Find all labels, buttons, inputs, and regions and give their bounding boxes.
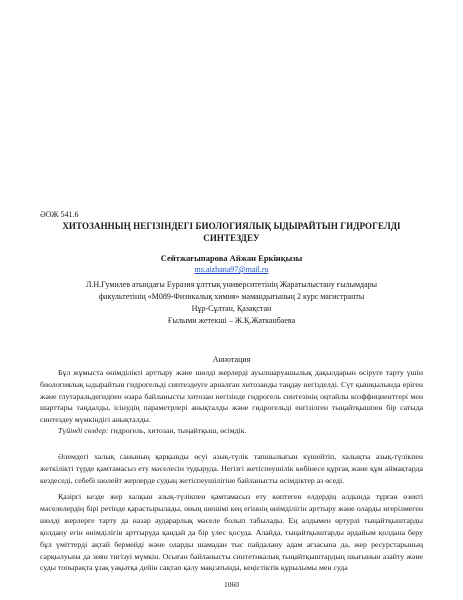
udc-code: ӘОЖ 541.6 bbox=[40, 210, 79, 219]
affiliation-line-3: Нұр-Сұлтан, Қазақстан bbox=[191, 304, 272, 313]
abstract-text: Бұл жұмыста өнімділікті арттыру және шөлді жерлерді ауылшаруашылық дақылдарын өсіруге тарту үшін биологиялық ыдырайтын гидрогельді синтездеуге арналған хитозанды таңдау негізделді. Сүт қышқылында еріген және глутаральдегидпен өзара байланысты хитозан негізінде гидрогель синтезінің оңтайлы коэффициенттері мен шарттары таңдалды, ісінудің параметрлері анықталды және гидрогельді енгізілген тыңайтқышпен бір сатыда синтездеу мүмкіндігі анықталды. bbox=[40, 368, 423, 425]
affiliation-line-2: факультетінің «М089-Физикалық химия» мамандығының 2 курс магистранты bbox=[98, 292, 365, 301]
affiliation-line-1: Л.Н.Гумилев атындағы Еуразия ұлттық университетінің Жаратылыстану ғылымдары bbox=[85, 280, 378, 289]
author-name: Сейтжағыпарова Айжан Еркінқызы bbox=[160, 253, 303, 263]
affiliation-line-4: Ғылыми жетекші – Ж.Қ.Жатканбаева bbox=[167, 316, 296, 325]
body-paragraph-2: Қазіргі кезде жер халқын азық-түлікпен қамтамасыз ету көптеген елдердің алдында тұрған өзекті мәселелердің бірі ретінде қарастырылады, оның шешімі кең егіннің өнімділігін арттыру және оларды игерілмеген шөлді жерлерге тарту да назар аударарлық мәселе болып табылады. Ең алдымен өртурлі тыңайтқыштарды қолдану егін өнімділігін арттыруда қандай да бір үлес қосуда. Алайда, тыңайтқыштарды әрдайым қолдана беру бұл үміттерді ақтай бермейді және оларды шамадан тыс пайдалану адам ағзасына да, жер ресурстарының сарқылуына да зиян тигізуі мүмкін. Осыған байланысты синтетикалық тыңайтқыштардың шығынын азайту және суды топырақта ұзақ уақытқа дейін сақтап қалу мақсатында, кеңістіктік құрылымы мен суда bbox=[40, 492, 423, 573]
paper-title-line-2: СИНТЕЗДЕУ bbox=[203, 233, 260, 243]
body-paragraph-1: Әлемдегі халық санының қарқынды өсуі азық-түлік тапшылығын күшейтіп, халықты азық-түлікпен жеткілікті түрде қамтамасыз ету мәселесін тудыруда. Негізгі жетіспеушілік көбінесе құрғақ және құм аймақтарда кездеседі, себебі шөлейт жерлерде судың жетіспеушілігіне байланысты өсімдіктер аз өседі. bbox=[40, 452, 423, 485]
affiliation-block bbox=[40, 279, 423, 327]
author-email-link[interactable]: ms.aizhana97@mail.ru bbox=[194, 265, 269, 274]
abstract-heading: Аннотация bbox=[212, 355, 251, 364]
keywords-line bbox=[40, 425, 423, 437]
page-number: 1060 bbox=[224, 580, 239, 589]
paper-title bbox=[40, 220, 423, 244]
keywords-list: гидрогель, хитозан, тыңайтқыш, өсімдік. bbox=[108, 426, 247, 435]
author-email bbox=[40, 265, 423, 274]
keywords-label: Түйінді сөздер: bbox=[58, 426, 109, 435]
paper-title-line-1: ХИТОЗАННЫҢ НЕГІЗІНДЕГІ БИОЛОГИЯЛЫҚ ЫДЫРАЙТЫН ГИДРОГЕЛДІ bbox=[62, 221, 401, 231]
